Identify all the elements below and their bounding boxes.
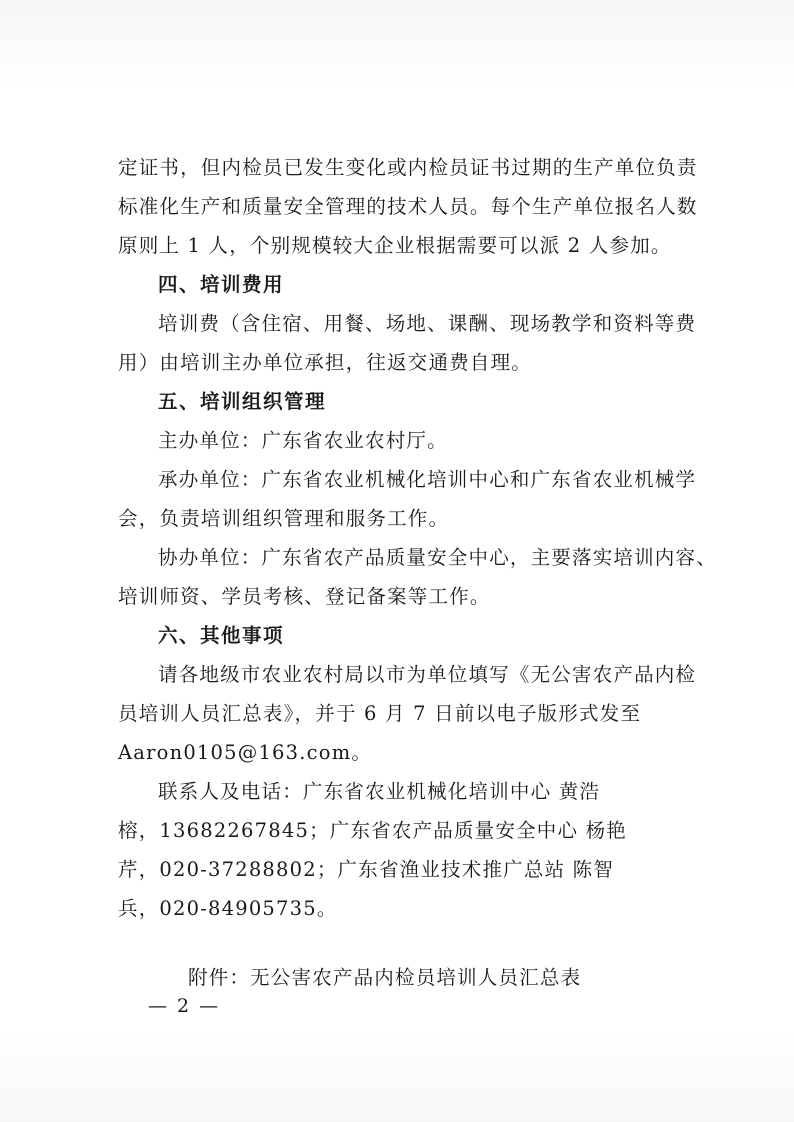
body-text-line: 定证书，但内检员已发生变化或内检员证书过期的生产单位负责: [118, 156, 698, 179]
body-text-line: 原则上 1 人，个别规模较大企业根据需要可以派 2 人参加。: [118, 234, 672, 257]
body-text-line: 请各地级市农业农村局以市为单位填写《无公害农产品内检: [158, 663, 697, 686]
section-heading-training-fees: 四、培训费用: [158, 273, 285, 296]
contact-line: 芹，020-37288802；广东省渔业技术推广总站 陈智: [118, 858, 615, 881]
body-text-line: 员培训人员汇总表》，并于 6 月 7 日前以电子版形式发至: [118, 702, 642, 725]
document-body: [118, 148, 718, 997]
contact-line: 联系人及电话：广东省农业机械化培训中心 黄浩: [158, 780, 601, 803]
section-heading-other-matters: 六、其他事项: [158, 624, 285, 647]
body-text-line: 承办单位：广东省农业机械化培训中心和广东省农业机械学: [158, 468, 697, 491]
contact-line: 兵，020-84905735。: [118, 897, 338, 920]
section-heading-organization: 五、培训组织管理: [158, 390, 327, 413]
body-text-line: 主办单位：广东省农业农村厅。: [158, 429, 448, 452]
body-text-line: 标准化生产和质量安全管理的技术人员。每个生产单位报名人数: [118, 195, 698, 218]
spacer: [118, 928, 718, 958]
email-address: Aaron0105@163.com。: [118, 741, 373, 764]
page-number: — 2 —: [148, 995, 221, 1017]
attachment-note: 附件：无公害农产品内检员培训人员汇总表: [188, 966, 582, 989]
body-text-line: 培训师资、学员考核、登记备案等工作。: [118, 585, 491, 608]
body-text-line: 培训费（含住宿、用餐、场地、课酬、现场教学和资料等费: [158, 312, 697, 335]
body-text-line: 协办单位：广东省农产品质量安全中心，主要落实培训内容、: [158, 546, 717, 569]
body-text-line: 用）由培训主办单位承担，往返交通费自理。: [118, 351, 533, 374]
contact-line: 榕，13682267845；广东省农产品质量安全中心 杨艳: [118, 819, 627, 842]
body-text-line: 会，负责培训组织管理和服务工作。: [118, 507, 450, 530]
